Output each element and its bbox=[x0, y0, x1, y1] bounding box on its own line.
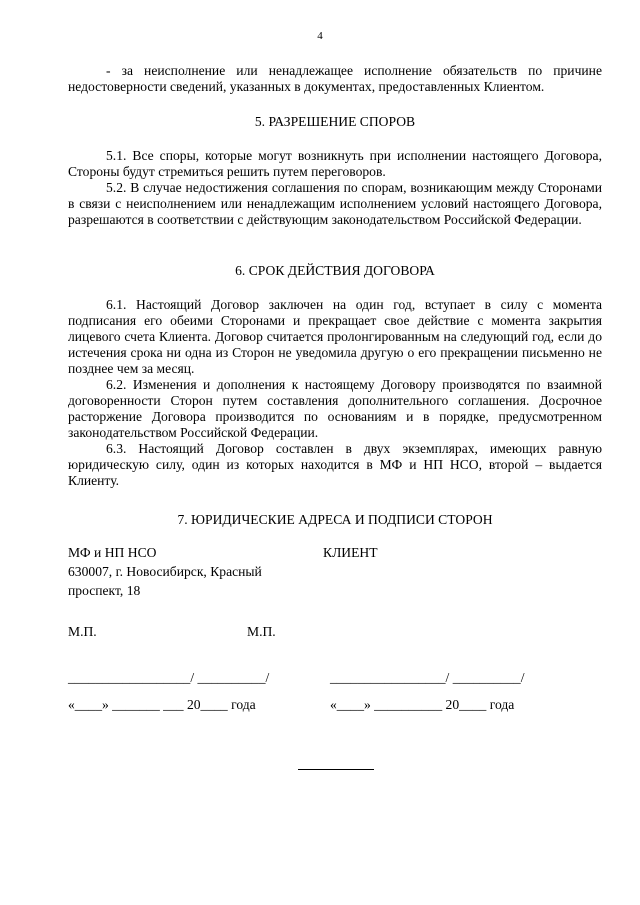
date-line-right: «____» __________ 20____ года bbox=[330, 697, 515, 712]
section-6-body bbox=[68, 297, 602, 489]
left-party-address: 630007, г. Новосибирск, Красный проспект, 18 bbox=[68, 564, 262, 598]
section-5-body bbox=[68, 148, 602, 228]
signature-line-right: _________________/ __________/ bbox=[330, 670, 525, 685]
seal-left: М.П. bbox=[68, 624, 97, 639]
clause-5-2: 5.2. В случае недостижения соглашения по спорам, возникающим между Сторонами в связи с неисполнением или ненадлежащим исполнением условий настоящего Договора, разрешаются в соответствии с действующим законодательством Российской Федерации. bbox=[68, 180, 602, 227]
clause-6-1: 6.1. Настоящий Договор заключен на один год, вступает в силу с момента подписания его обеими Сторонами и прекращает свое действие с момента закрытия лицевого счета Клиента. Договор считается пролонгированным на следующий год, если до истечения срока ни одна из Сторон не уведомила другую о его прекращении письменно не позднее чем за месяц. bbox=[68, 297, 602, 376]
signature-line-left: __________________/ __________/ bbox=[68, 670, 270, 685]
page-number: 4 bbox=[317, 30, 323, 42]
section-5-title: 5. РАЗРЕШЕНИЕ СПОРОВ bbox=[254, 114, 416, 129]
right-party-name: КЛИЕНТ bbox=[323, 545, 378, 560]
section-7-title: 7. ЮРИДИЧЕСКИЕ АДРЕСА И ПОДПИСИ СТОРОН bbox=[177, 512, 493, 527]
left-party-name: МФ и НП НСО bbox=[68, 545, 157, 560]
intro-paragraph bbox=[68, 63, 602, 95]
date-line-left: «____» _______ ___ 20____ года bbox=[68, 697, 256, 712]
clause-6-3: 6.3. Настоящий Договор составлен в двух экземплярах, имеющих равную юридическую силу, один из которых находится в МФ и НП НСО, второй – выдается Клиенту. bbox=[68, 441, 602, 488]
clause-5-1: 5.1. Все споры, которые могут возникнуть при исполнении настоящего Договора, Стороны будут стремиться решить путем переговоров. bbox=[68, 148, 602, 179]
seal-right: М.П. bbox=[247, 624, 276, 639]
clause-6-2: 6.2. Изменения и дополнения к настоящему Договору производятся по взаимной договоренности Сторон путем составления дополнительного соглашения. Досрочное расторжение Договора производится по основаниям и в порядке, предусмотренном законодательством Российской Федерации. bbox=[68, 377, 602, 440]
footer-divider bbox=[298, 769, 374, 770]
paragraph-text: - за неисполнение или ненадлежащее исполнение обязательств по причине недостоверности сведений, указанных в документах, предоставленных Клиентом. bbox=[68, 63, 602, 94]
section-6-title: 6. СРОК ДЕЙСТВИЯ ДОГОВОРА bbox=[235, 263, 435, 278]
